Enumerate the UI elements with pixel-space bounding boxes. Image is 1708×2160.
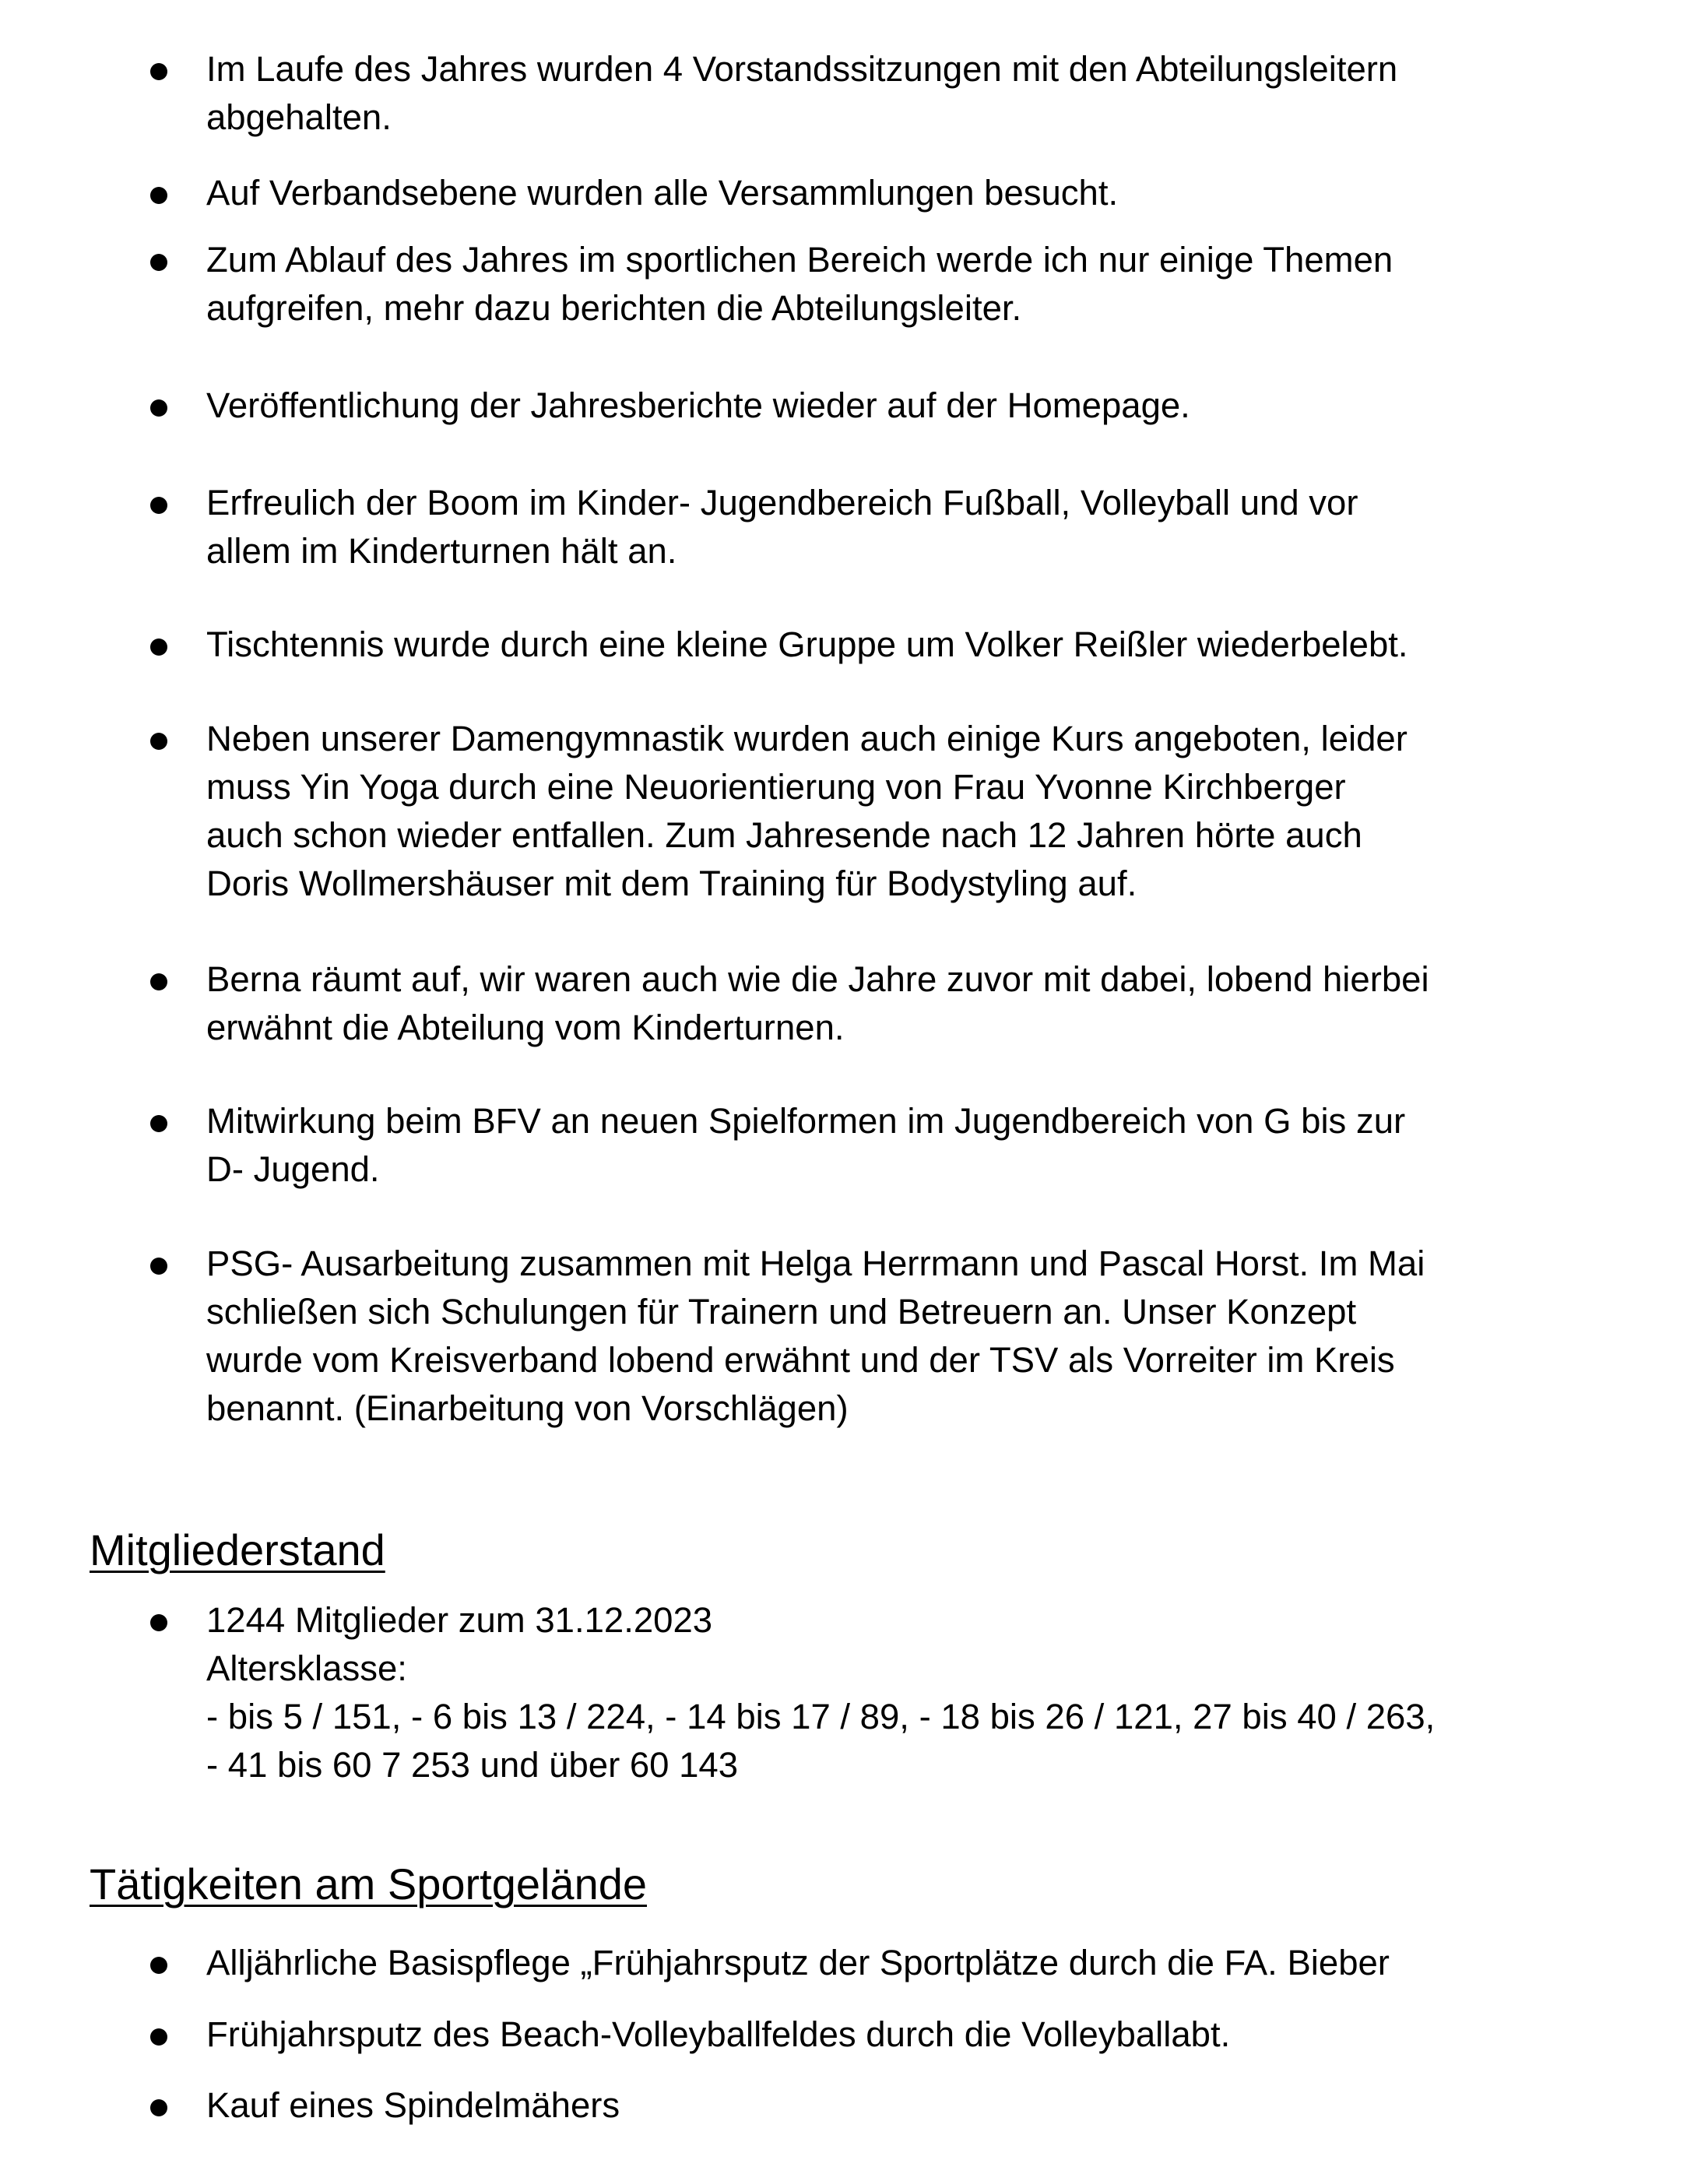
list-item-line: - 41 bis 60 7 253 und über 60 143: [206, 1745, 739, 1785]
list-item-line: muss Yin Yoga durch eine Neuorientierung von Frau Yvonne Kirchberger: [206, 767, 1346, 807]
bullet-icon: [150, 497, 167, 514]
list-item-line: benannt. (Einarbeitung von Vorschlägen): [206, 1388, 849, 1428]
list-item-line: Veröffentlichung der Jahresberichte wieder auf der Homepage.: [206, 385, 1190, 425]
list-item-line: aufgreifen, mehr dazu berichten die Abteilungsleiter.: [206, 288, 1022, 328]
list-item-line: schließen sich Schulungen für Trainern und Betreuern an. Unser Konzept: [206, 1292, 1357, 1332]
list-item-line: Erfreulich der Boom im Kinder- Jugendbereich Fußball, Volleyball und vor: [206, 483, 1358, 522]
bullet-icon: [150, 187, 167, 204]
list-item-line: Auf Verbandsebene wurden alle Versammlungen besucht.: [206, 173, 1119, 213]
list-item-line: D- Jugend.: [206, 1149, 380, 1189]
list-item-line: PSG- Ausarbeitung zusammen mit Helga Herrmann und Pascal Horst. Im Mai: [206, 1244, 1425, 1283]
list-item-line: Alljährliche Basispflege „Frühjahrsputz der Sportplätze durch die FA. Bieber: [206, 1943, 1390, 1982]
list-item-line: wurde vom Kreisverband lobend erwähnt und der TSV als Vorreiter im Kreis: [206, 1340, 1395, 1380]
bullet-icon: [150, 2028, 167, 2046]
list-item-line: Frühjahrsputz des Beach-Volleyballfeldes durch die Volleyballabt.: [206, 2014, 1231, 2054]
bullet-icon: [150, 973, 167, 990]
bullet-icon: [150, 733, 167, 750]
list-item-line: Mitwirkung beim BFV an neuen Spielformen im Jugendbereich von G bis zur: [206, 1101, 1406, 1141]
list-item-line: - bis 5 / 151, - 6 bis 13 / 224, - 14 bis 17 / 89, - 18 bis 26 / 121, 27 bis 40 / 263,: [206, 1697, 1436, 1736]
bullet-icon: [150, 254, 167, 271]
bullet-icon: [150, 2099, 167, 2116]
list-item-line: Doris Wollmershäuser mit dem Training für Bodystyling auf.: [206, 864, 1137, 903]
list-item-line: Im Laufe des Jahres wurden 4 Vorstandssitzungen mit den Abteilungsleitern: [206, 49, 1398, 89]
list-item-line: Zum Ablauf des Jahres im sportlichen Bereich werde ich nur einige Themen: [206, 240, 1393, 280]
bullet-icon: [150, 1957, 167, 1974]
list-item-line: erwähnt die Abteilung vom Kinderturnen.: [206, 1008, 845, 1047]
section-heading: Mitgliederstand: [90, 1525, 385, 1574]
list-item-line: abgehalten.: [206, 97, 392, 137]
bullet-icon: [150, 399, 167, 417]
list-item-line: allem im Kinderturnen hält an.: [206, 531, 677, 571]
bullet-icon: [150, 1614, 167, 1631]
list-item-line: auch schon wieder entfallen. Zum Jahresende nach 12 Jahren hörte auch: [206, 815, 1362, 855]
list-item-line: Kauf eines Spindelmähers: [206, 2085, 620, 2125]
bullet-icon: [150, 639, 167, 656]
list-item-line: 1244 Mitglieder zum 31.12.2023: [206, 1600, 713, 1640]
list-item-line: Altersklasse:: [206, 1648, 407, 1688]
bullet-icon: [150, 63, 167, 80]
bullet-icon: [150, 1115, 167, 1132]
bullet-icon: [150, 1258, 167, 1275]
list-item-line: Tischtennis wurde durch eine kleine Gruppe um Volker Reißler wiederbelebt.: [206, 624, 1408, 664]
list-item-line: Neben unserer Damengymnastik wurden auch einige Kurs angeboten, leider: [206, 719, 1408, 758]
section-heading: Tätigkeiten am Sportgelände: [90, 1859, 647, 1908]
list-item-line: Berna räumt auf, wir waren auch wie die Jahre zuvor mit dabei, lobend hierbei: [206, 959, 1429, 999]
